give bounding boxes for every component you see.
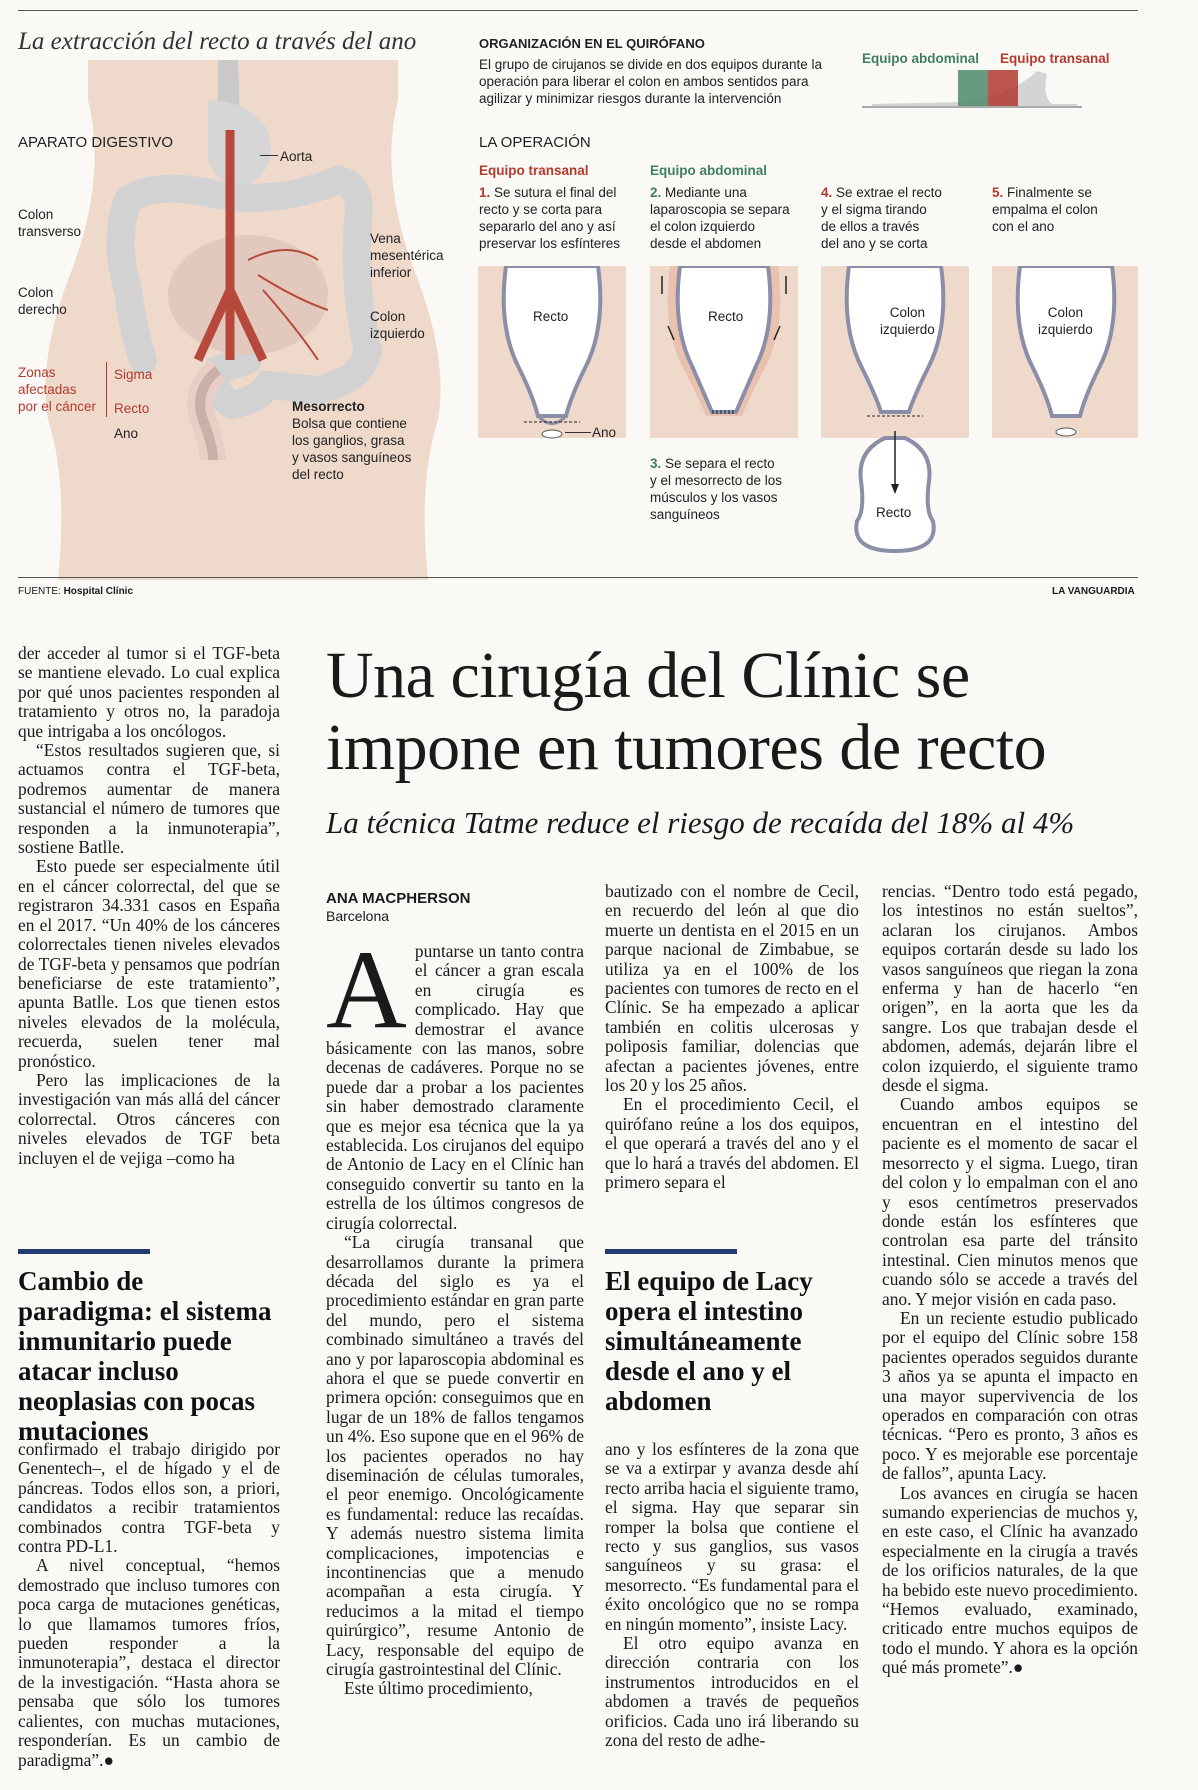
recto-label: Recto (114, 401, 150, 416)
panel1-ano: Ano (592, 425, 617, 440)
step-2: 2. Mediante una laparoscopia se separa el colon izquierdo desde el abdomen (650, 185, 790, 251)
author: ANA MACPHERSON (326, 890, 471, 907)
step-3: 3. Se separa el recto y el mesorrecto de los músculos y los vasos sanguíneos (650, 456, 783, 522)
column-4: rencias. “Dentro todo está pegado, los intestinos no están sueltos”, aclaran los cirujanos. Ambos equipos cortarán desde su lado los vasos sanguíneos que riegan la zona enferma y han de hacerlo “en origen”, en la aorta que les da sangre. Los que trabajan desde el abdomen, además, dejarán libre el colon izquierdo, el siguiente tramo desde el sigma. Cuando ambos equipos se encuentran en el intestino del paciente es el momento de sacar el mesorrecto y el sigma. Luego, tiran del colon y lo empalman con el ano y esos centímetros preservados donde están los esfínteres que controlan esa parte del tránsito intestinal. Cien minutos menos que cuando sólo se accede a través del ano. Y mejor visión en cada paso. En un reciente estudio publicado por el equipo del Clínic sobre 158 pacientes operados seguidos durante 3 años ya se apunta el impacto en una mayor supervivencia de los operados en comparación con otras técnicas. “Pero es pronto, 3 años es poco. Y es mejorable ese porcentaje de fallos”, apunta Lacy. Los avances en cirugía se hacen sumando experiencias de muchos y, en este caso, el Clínic ha avanzado especialmente en la cirugía a través de los orificios naturales, de la que ha bebido este nuevo procedimiento. “Hemos evaluado, examinado, criticado entre muchos equipos de todo el mundo. Y ahora es la opción qué más promete”.● (882, 881, 1138, 1678)
org-text: El grupo de cirujanos se divide en dos equipos durante la operación para liberar el colon en ambos sentidos para agilizar y minimizar riesgos durante la intervención (479, 57, 822, 106)
or-table-illustration (862, 66, 1082, 110)
op-team-transanal: Equipo transanal (479, 163, 589, 178)
panel4-colon: Colon izquierdo (880, 305, 935, 337)
zonas-label: Zonas afectadas por el cáncer (18, 365, 97, 414)
ano-leader (565, 432, 591, 433)
operation-title: LA OPERACIÓN (479, 134, 591, 151)
step-5: 5. Finalmente se empalma el colon con el ano (992, 185, 1098, 234)
column-1-bottom: confirmado el trabajo dirigido por Genentech–, el de hígado y el de páncreas. Todos ellos son, a priori, candidatos a recibir tratamientos combinados contra TGF-beta y contra PD-L1. A nivel conceptual, “hemos demostrado que incluso tumores con poca carga de mutaciones genéticas, lo que llamamos tumores fríos, pueden responder a la inmunoterapia”, destaca el director de la investigación. “Hasta ahora se pensaba que sólo los tumores calientes, con muchas mutaciones, responderían. Es un cambio de paradigma”.● (18, 1439, 280, 1770)
zonas-bracket (106, 362, 107, 417)
box2-rule (605, 1249, 737, 1254)
city: Barcelona (326, 908, 390, 924)
top-rule (18, 10, 1138, 11)
panel4-recto: Recto (876, 505, 912, 520)
aorta-leader (260, 155, 278, 156)
panel5-colon: Colon izquierdo (1038, 305, 1093, 337)
op-team-abdominal: Equipo abdominal (650, 163, 767, 178)
box2-title: El equipo de Lacy opera el intestino simultáneamente desde el ano y el abdomen (605, 1266, 813, 1416)
ano-label: Ano (114, 426, 139, 441)
infographic-bottom-rule (18, 577, 1138, 578)
digestive-title: APARATO DIGESTIVO (18, 134, 174, 151)
box1-title: Cambio de paradigma: el sistema inmunitario puede atacar incluso neoplasias con pocas mutaciones (18, 1266, 272, 1446)
panel-1 (478, 266, 626, 438)
aorta-label: Aorta (280, 149, 313, 164)
step-1: 1. Se sutura el final del recto y se corta para separarlo del ano y así preservar los esfínteres (479, 185, 621, 251)
source-line: FUENTE: Hospital Clínic (18, 586, 134, 597)
infographic-title: La extracción del recto a través del ano (18, 28, 417, 55)
box1-rule (18, 1249, 150, 1254)
vena-label: Vena mesentérica inferior (370, 231, 444, 280)
column-3-bottom: ano y los esfínteres de la zona que se va a extirpar y avanza desde ahí recto arriba hacia el siguiente tramo, el sigma. Hay que separar sin romper la bolsa que contiene el recto y sus ganglios, sus vasos sanguíneos y su grasa: el mesorrecto. “Es fundamental para el éxito oncológico que no se rompa en ningún momento”, insiste Lacy. El otro equipo avanza en dirección contraria con los instrumentos introducidos en el abdomen a través de pequeños orificios. Cada uno irá liberando su zona del resto de adhe- (605, 1439, 859, 1751)
mesorrecto-label: Mesorrecto Bolsa que contiene los ganglios, grasa y vasos sanguíneos del recto (292, 399, 412, 482)
brand-label: LA VANGUARDIA (1052, 586, 1135, 597)
org-title: ORGANIZACIÓN EN EL QUIRÓFANO (479, 36, 705, 51)
dropcap: A (326, 928, 407, 1052)
panel2-recto: Recto (708, 309, 744, 324)
subheadline: La técnica Tatme reduce el riesgo de recaída del 18% al 4% (326, 805, 1075, 840)
colon-derecho-label: Colon derecho (18, 285, 67, 317)
colon-transverso-label: Colon transverso (18, 207, 82, 239)
team-transanal-label: Equipo transanal (1000, 51, 1110, 66)
column-1-top: der acceder al tumor si el TGF-beta se mantiene elevado. Lo cual explica por qué unos pacientes responden al tratamiento y otros no, la paradoja que intrigaba a los oncólogos. “Estos resultados sugieren que, si actuamos contra el TGF-beta, podremos aumentar de manera sustancial el número de tumores que responden a la inmunoterapia”, sostiene Batlle. Esto puede ser especialmente útil en el cáncer colorrectal, del que se registraron 34.331 casos en España en el 2017. “Un 40% de los cánceres colorrectales tienen niveles elevados de TGF-beta y pensamos que podrían beneficiarse de este tratamiento”, apunta Batlle. Los que tienen estos niveles elevados de la molécula, recuerda, suelen tener mal pronóstico. Pero las implicaciones de la investigación van más allá del cáncer colorrectal. Otros cánceres con niveles elevados de TGF beta incluyen el de vejiga –como ha (18, 643, 280, 1168)
panel-2 (650, 266, 798, 438)
headline: Una cirugía del Clínic se impone en tumores de recto (326, 639, 1047, 784)
column-2: Apuntarse un tanto contra el cáncer a gran escala en cirugía es complicado. Hay que demostrar el avance básicamente con las manos, sobre decenas de cadáveres. Porque no se puede dar a probar a los pacientes sin haber demostrado claramente que es mejor esa técnica que la ya establecida. Los cirujanos del equipo de Antonio de Lacy en el Clínic han conseguido convertir su tanto en la estrella de los últimos congresos de cirugía colorrectal. “La cirugía transanal que desarrollamos durante la primera década del siglo es ya el procedimiento estándar en gran parte del mundo, pero el sistema combinado simultáneo a través del ano y por laparoscopia abdominal es ahora el que se puede convertir en primera opción: conseguimos que en lugar de un 18% de fallos tengamos un 4%. Eso supone que en el 96% de los pacientes operados no hay diseminación de células tumorales, el peor enemigo. Oncológicamente es fundamental: reduce las recaídas. Y además nuestro sistema limita complicaciones, impotencias e incontinencias que a menudo acompañan a esta cirugía. Y reducimos a la mitad el tiempo quirúrgico”, resume Antonio de Lacy, responsable del equipo de cirugía gastrointestinal del Clínic. Este último procedimiento, (326, 928, 584, 1699)
panel1-recto: Recto (533, 309, 569, 324)
team-abdominal-label: Equipo abdominal (862, 51, 979, 66)
sigma-label: Sigma (114, 367, 153, 382)
column-3-top: bautizado con el nombre de Cecil, en recuerdo del león al que dio muerte un dentista en el 2015 en un parque nacional de Zimbabue, se utiliza ya en el 100% de los pacientes con tumores de recto en el Clínic. Se ha empezado a aplicar también en colitis ulcerosas y poliposis familiar, dolencias que afectan a pacientes jóvenes, entre los 20 y los 25 años. En el procedimiento Cecil, el quirófano reúne a los dos equipos, el que operará a través del ano y el que lo hará a través del abdomen. El primero separa el (605, 881, 859, 1193)
step-4: 4. Se extrae el recto y el sigma tirando de ellos a través del ano y se corta (821, 185, 942, 251)
colon-izquierdo-label: Colon izquierdo (370, 309, 425, 341)
panel-5 (992, 266, 1138, 438)
